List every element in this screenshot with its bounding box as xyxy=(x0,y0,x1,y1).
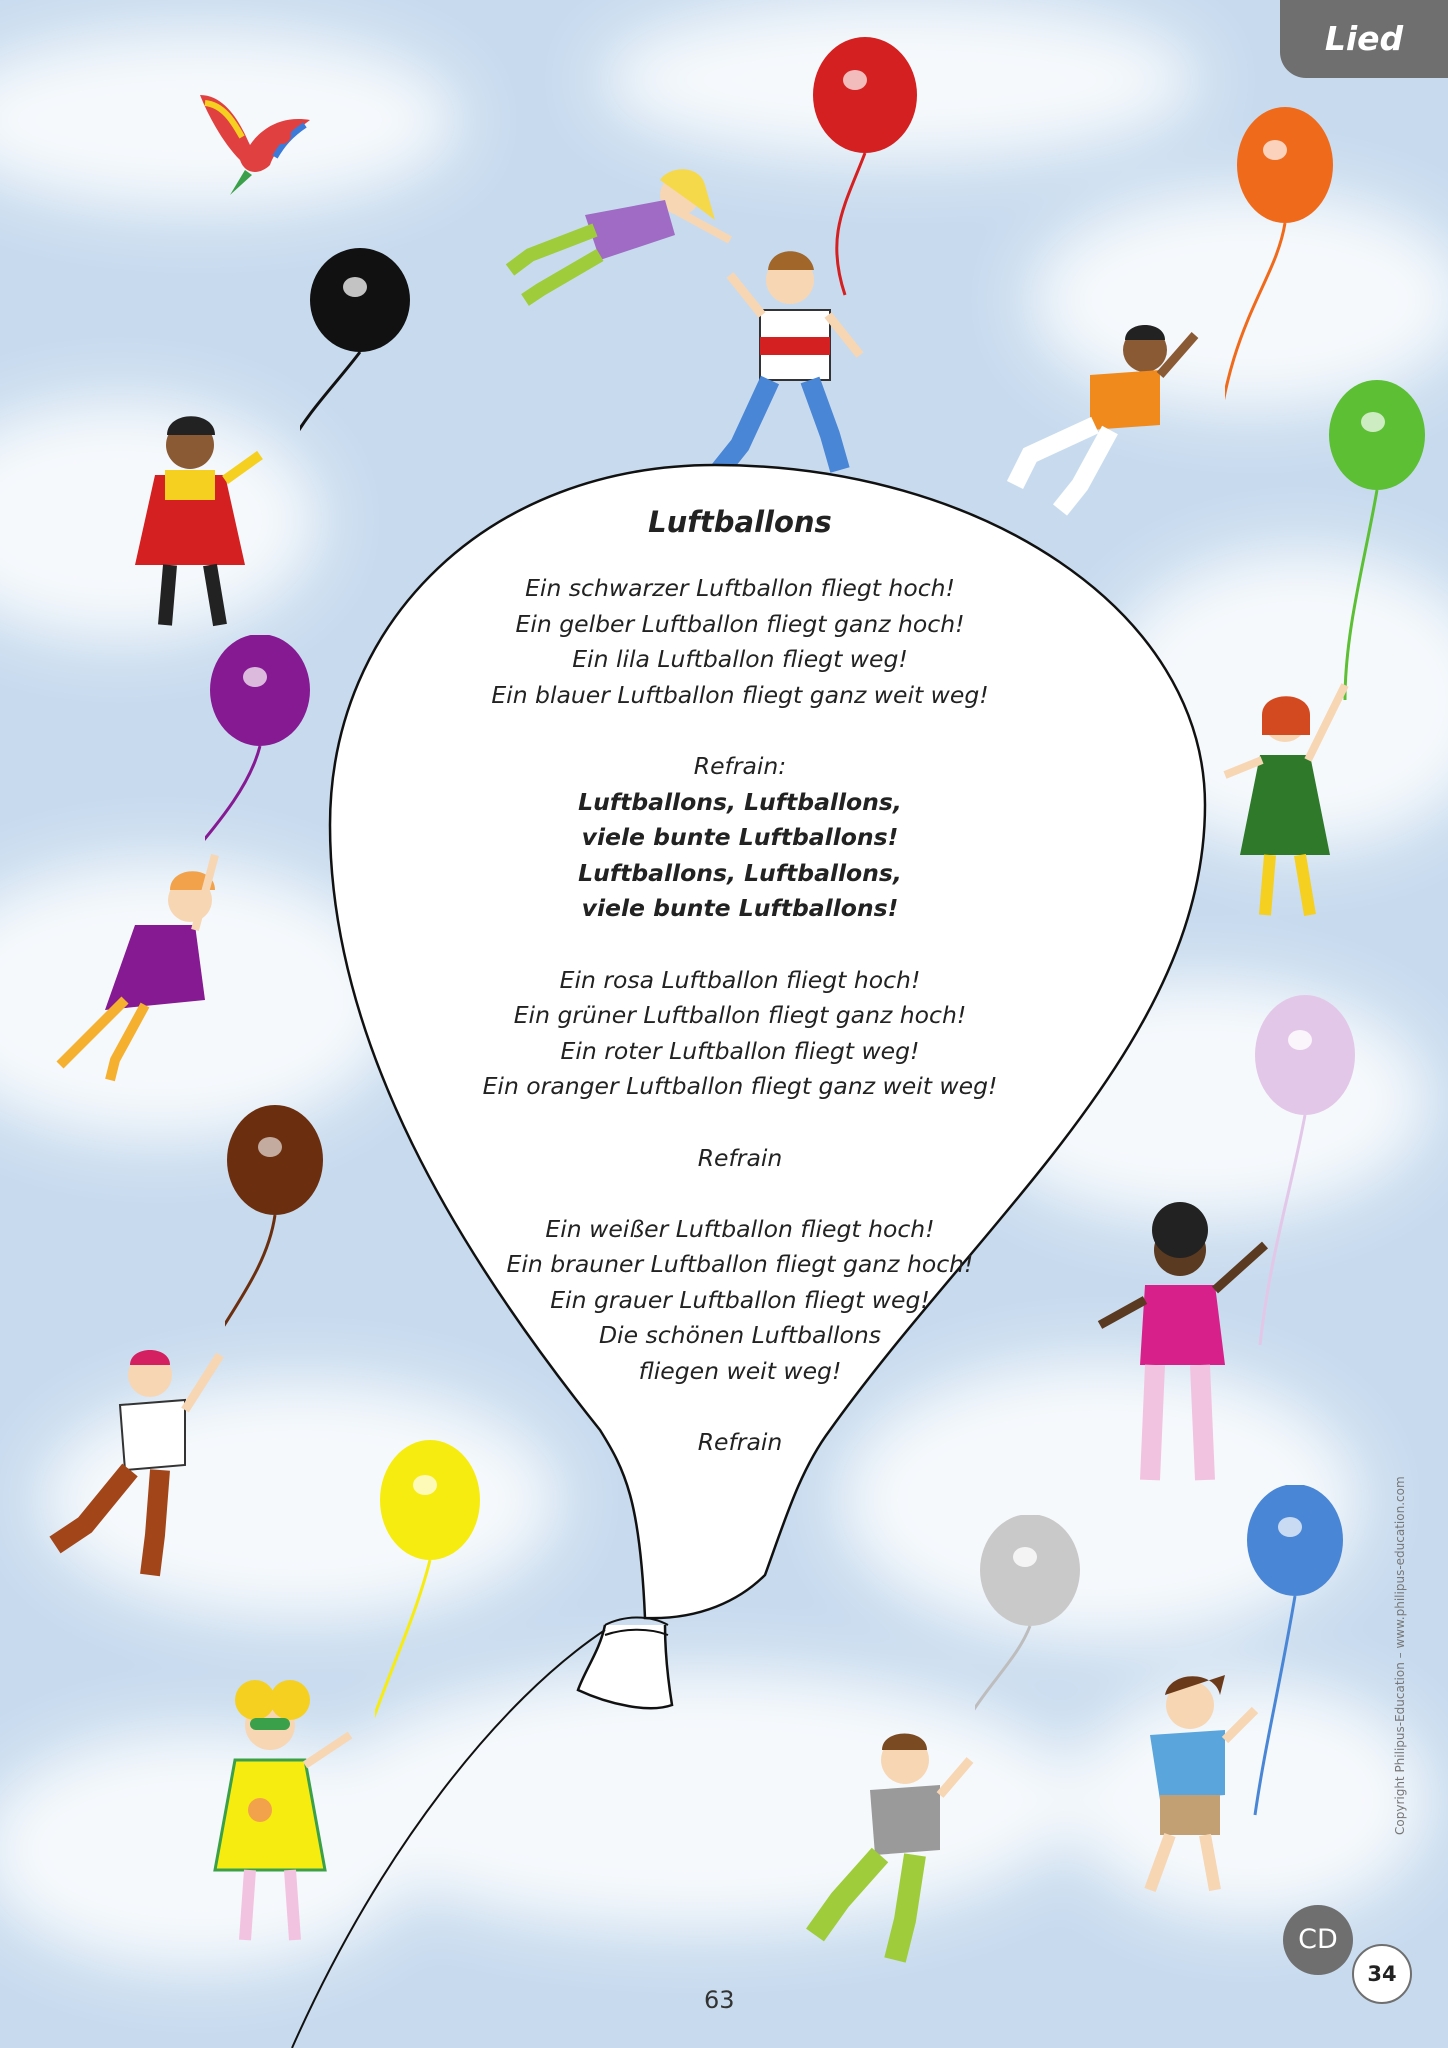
refrain-reference: Refrain xyxy=(697,1428,783,1457)
section-tab: Lied xyxy=(1280,0,1448,78)
verse-1 xyxy=(440,571,1040,713)
verse-line: Ein lila Luftballon fliegt weg! xyxy=(572,645,908,674)
verse-line: Ein brauner Luftballon fliegt ganz hoch! xyxy=(506,1250,974,1279)
refrain-label: Refrain: xyxy=(693,751,787,780)
refrain-reference: Refrain xyxy=(697,1143,783,1172)
verse-line: fliegen weit weg! xyxy=(638,1357,842,1386)
copyright-notice: Copyright Philipus-Education – www.philipus-education.com xyxy=(1393,1476,1407,1835)
refrain-line: Luftballons, Luftballons, xyxy=(578,787,902,816)
refrain-line: viele bunte Luftballons! xyxy=(581,894,899,923)
refrain-line: Luftballons, Luftballons, xyxy=(578,858,902,887)
verse-line: Ein grauer Luftballon fliegt weg! xyxy=(550,1285,930,1314)
verse-line: Ein grüner Luftballon fliegt ganz hoch! xyxy=(513,1001,967,1030)
verse-line: Ein oranger Luftballon fliegt ganz weit weg! xyxy=(482,1072,998,1101)
verse-line: Ein rosa Luftballon fliegt hoch! xyxy=(559,965,921,994)
cd-track-number: 34 xyxy=(1352,1944,1412,2004)
verse-3 xyxy=(440,1212,1040,1390)
verse-line: Ein weißer Luftballon fliegt hoch! xyxy=(545,1214,935,1243)
verse-line: Ein blauer Luftballon fliegt ganz weit weg! xyxy=(491,680,989,709)
song-title: Luftballons xyxy=(648,505,832,539)
verse-2 xyxy=(440,963,1040,1105)
refrain xyxy=(440,785,1040,927)
refrain-line: viele bunte Luftballons! xyxy=(581,823,899,852)
verse-line: Ein gelber Luftballon fliegt ganz hoch! xyxy=(515,609,965,638)
page-number: 63 xyxy=(704,1986,735,2014)
cd-badge: CD xyxy=(1283,1905,1353,1975)
verse-line: Ein schwarzer Luftballon fliegt hoch! xyxy=(525,574,955,602)
verse-line: Die schönen Luftballons xyxy=(598,1321,882,1350)
verse-line: Ein roter Luftballon fliegt weg! xyxy=(560,1036,920,1065)
song-text xyxy=(440,505,1040,1496)
